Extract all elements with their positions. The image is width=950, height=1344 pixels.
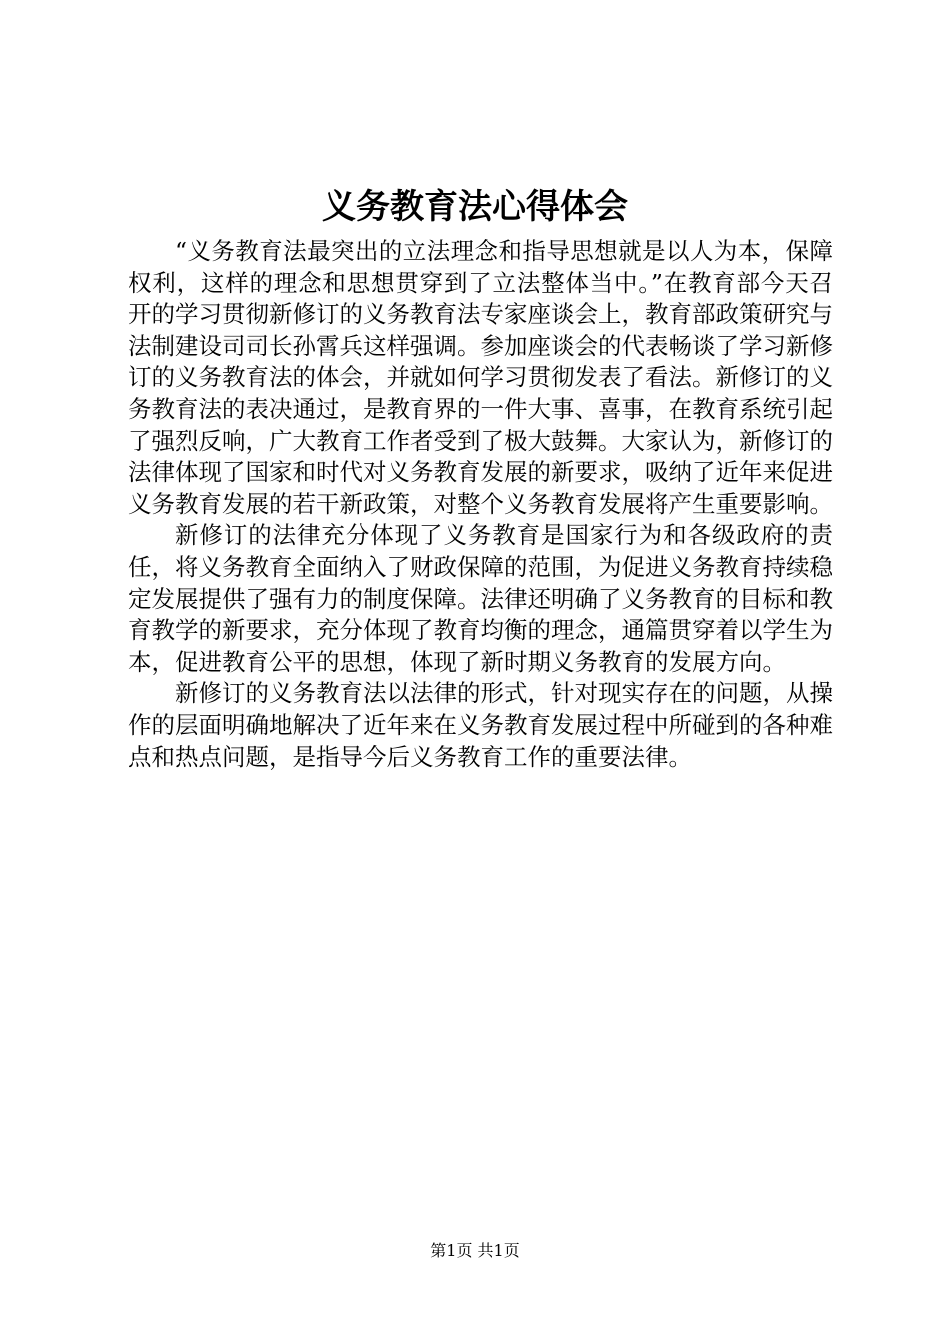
paragraph: 新修订的法律充分体现了义务教育是国家行为和各级政府的责任，将义务教育全面纳入了财政保障的范围，为促进义务教育持续稳定发展提供了强有力的制度保障。法律还明确了义务教育的目标和教育教学的新要求，充分体现了教育均衡的理念，通篇贯穿着以学生为本，促进教育公平的思想，体现了新时期义务教育的发展方向。 [128,521,833,676]
page-footer: 第1页 共1页 [430,1241,520,1260]
document-title: 义务教育法心得体会 [322,187,628,227]
paragraph: 新修订的义务教育法以法律的形式，针对现实存在的问题，从操作的层面明确地解决了近年来在义务教育发展过程中所碰到的各种难点和热点问题，是指导今后义务教育工作的重要法律。 [128,679,833,771]
document-body [128,236,833,773]
paragraph: “义务教育法最突出的立法理念和指导思想就是以人为本，保障权利，这样的理念和思想贯穿到了立法整体当中。”在教育部今天召开的学习贯彻新修订的义务教育法专家座谈会上，教育部政策研究与法制建设司司长孙霄兵这样强调。参加座谈会的代表畅谈了学习新修订的义务教育法的体会，并就如何学习贯彻发表了看法。新修订的义务教育法的表决通过，是教育界的一件大事、喜事，在教育系统引起了强烈反响，广大教育工作者受到了极大鼓舞。大家认为，新修订的法律体现了国家和时代对义务教育发展的新要求，吸纳了近年来促进义务教育发展的若干新政策，对整个义务教育发展将产生重要影响。 [128,237,833,518]
